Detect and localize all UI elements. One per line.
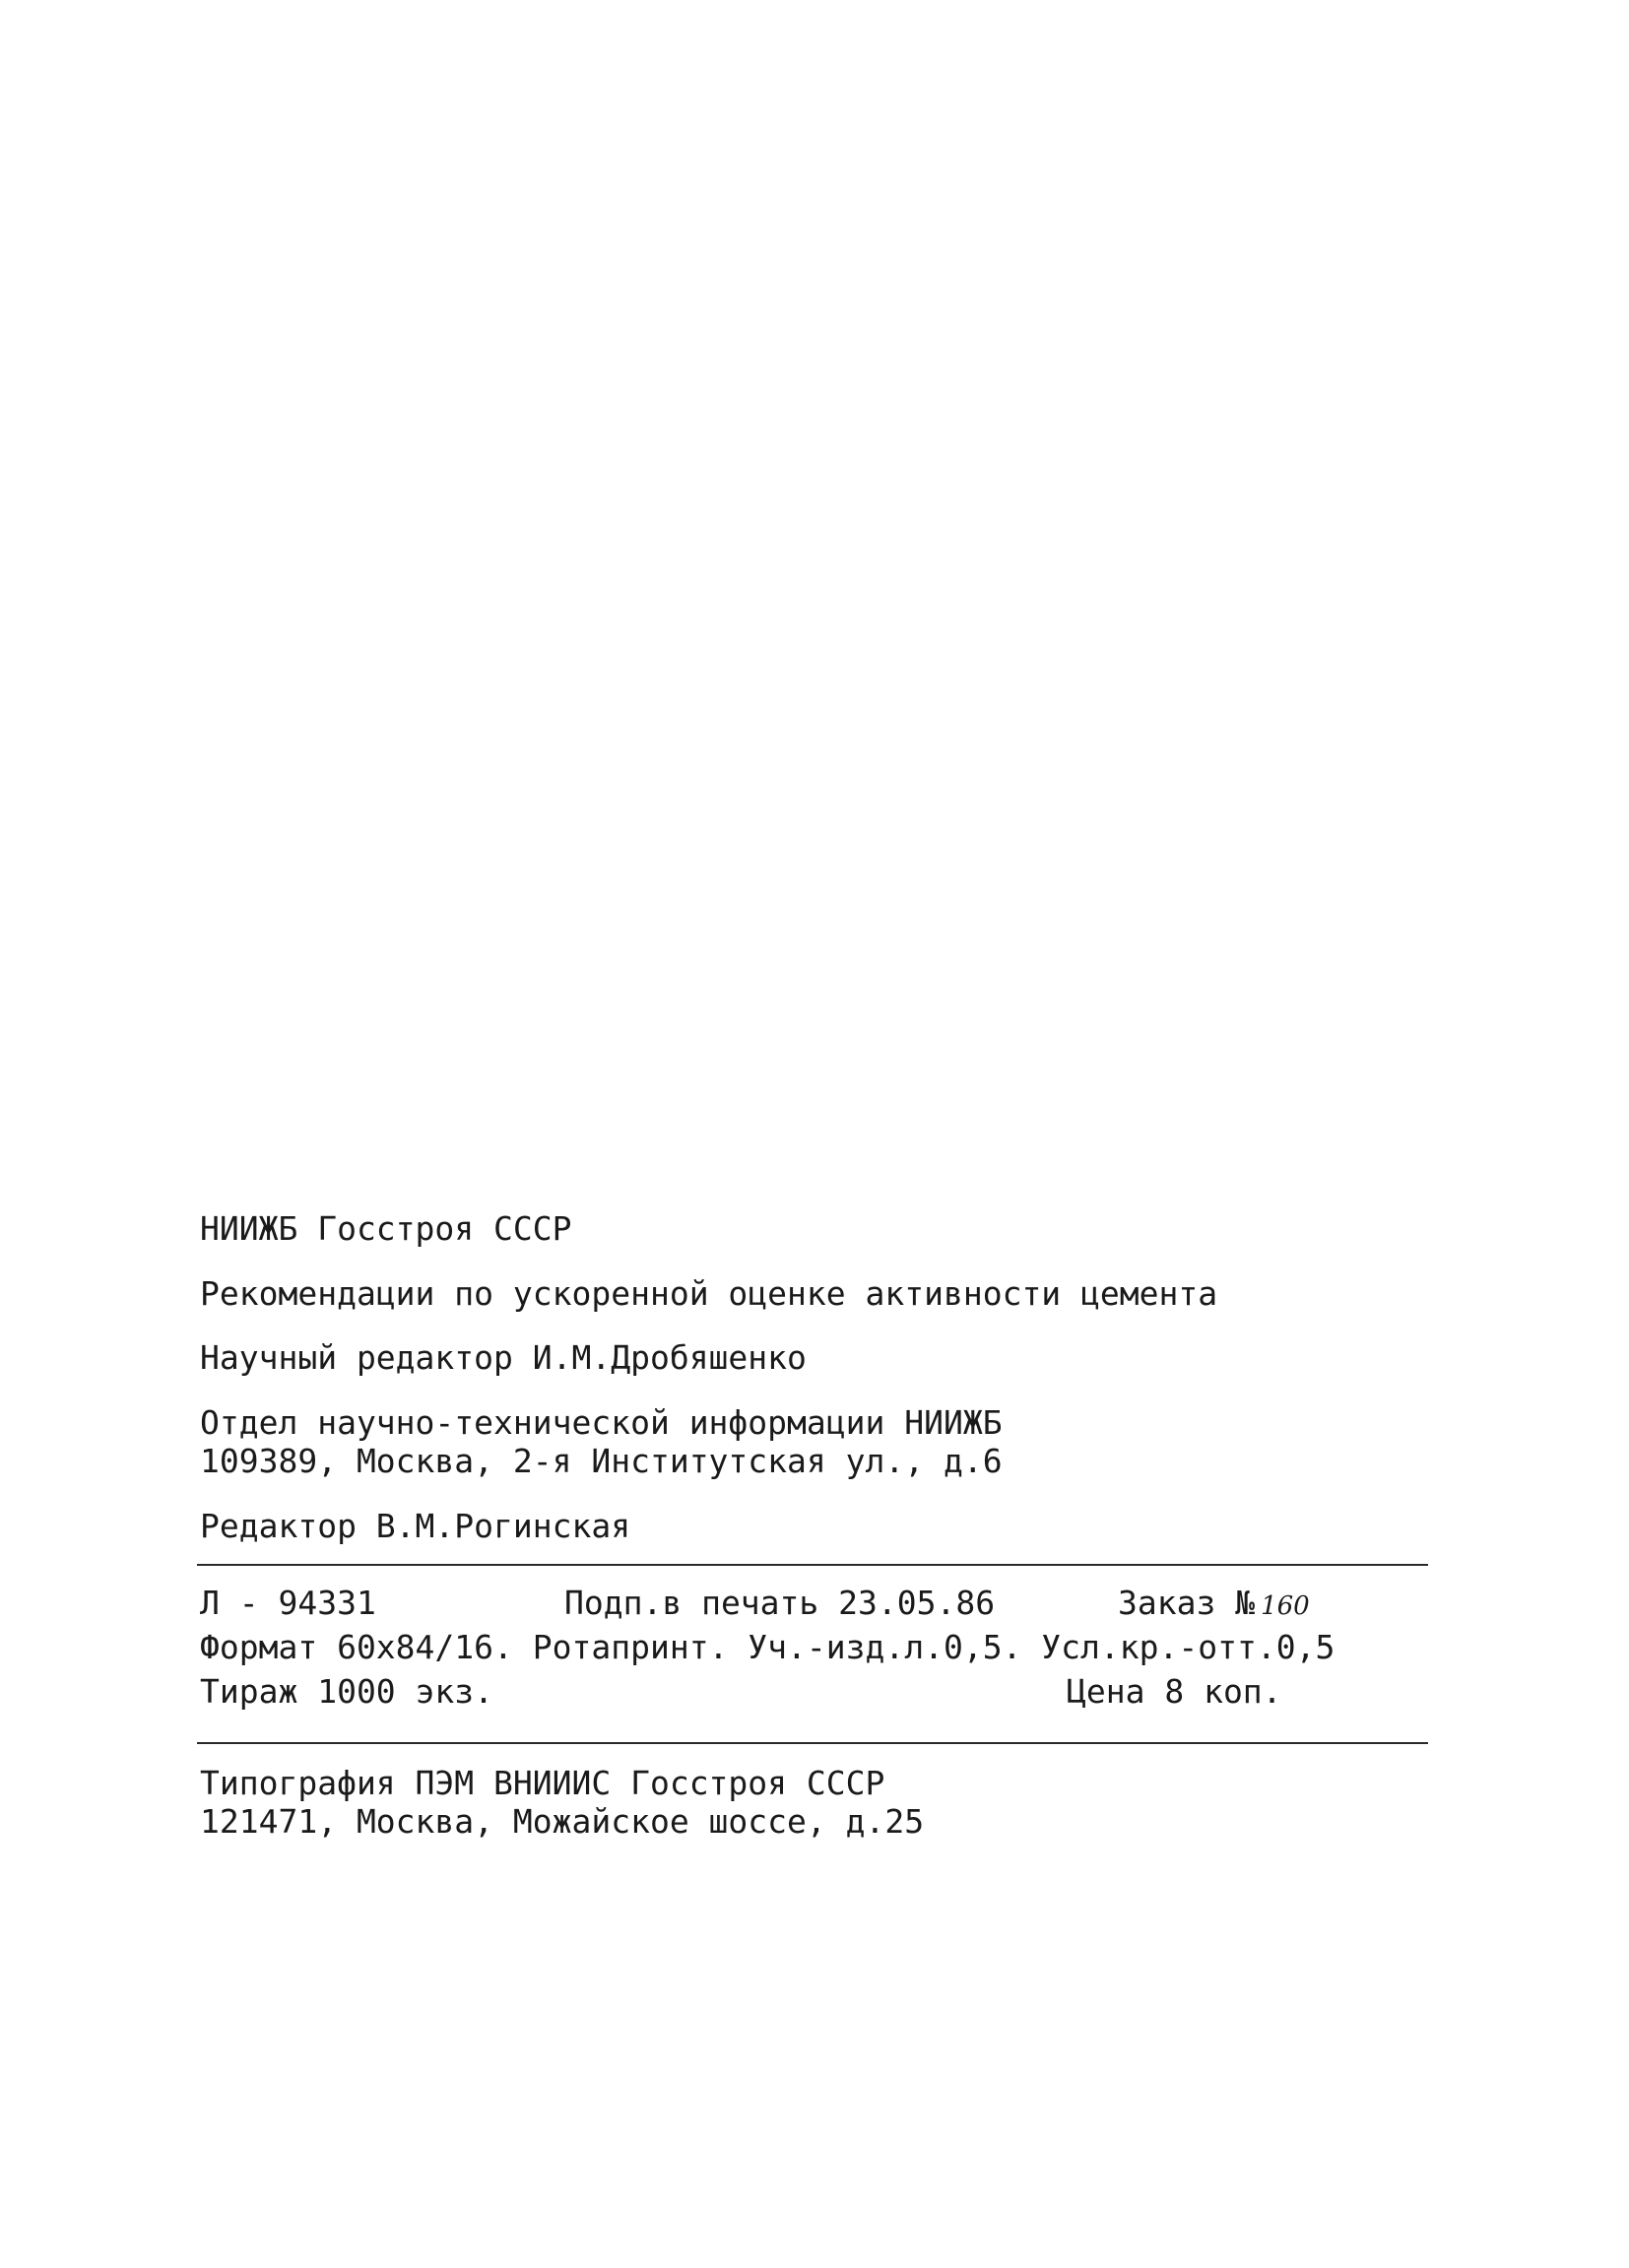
document-title: Рекомендации по ускоренной оценке активности цемента xyxy=(200,1273,1218,1313)
order-number: 160 xyxy=(1261,1590,1310,1621)
print-row-3 xyxy=(200,1672,1431,1717)
license-number: Л - 94331 xyxy=(200,1583,376,1622)
print-row-1 xyxy=(200,1584,1431,1628)
divider-top xyxy=(197,1564,1428,1566)
print-info xyxy=(200,1584,1431,1717)
order xyxy=(1118,1584,1310,1623)
scientific-editor: Научный редактор И.М.Дробяшенко xyxy=(200,1338,807,1378)
editor: Редактор В.М.Рогинская xyxy=(200,1506,631,1545)
signed-to-print: Подп.в печать 23.05.86 xyxy=(564,1583,996,1622)
order-label: Заказ № xyxy=(1118,1583,1256,1622)
divider-bottom xyxy=(197,1742,1428,1744)
printing-house-name: Типография ПЭМ ВНИИИС Госстроя СССР xyxy=(200,1763,885,1802)
format-line: Формат 60х84/16. Ротапринт. Уч.-изд.л.0,5. Усл.кр.-отт.0,5 xyxy=(200,1627,1336,1666)
circulation: Тираж 1000 экз. xyxy=(200,1671,494,1711)
colophon xyxy=(200,1209,1431,1842)
department-address: 109389, Москва, 2-я Институтская ул., д.6 xyxy=(200,1442,1003,1481)
publisher: НИИЖБ Госстроя СССР xyxy=(200,1209,572,1248)
printing-house-address: 121471, Москва, Можайское шоссе, д.25 xyxy=(200,1802,925,1842)
print-row-2 xyxy=(200,1628,1431,1672)
price: Цена 8 коп. xyxy=(1067,1671,1282,1711)
department: Отдел научно-технической информации НИИЖБ xyxy=(200,1402,1003,1442)
